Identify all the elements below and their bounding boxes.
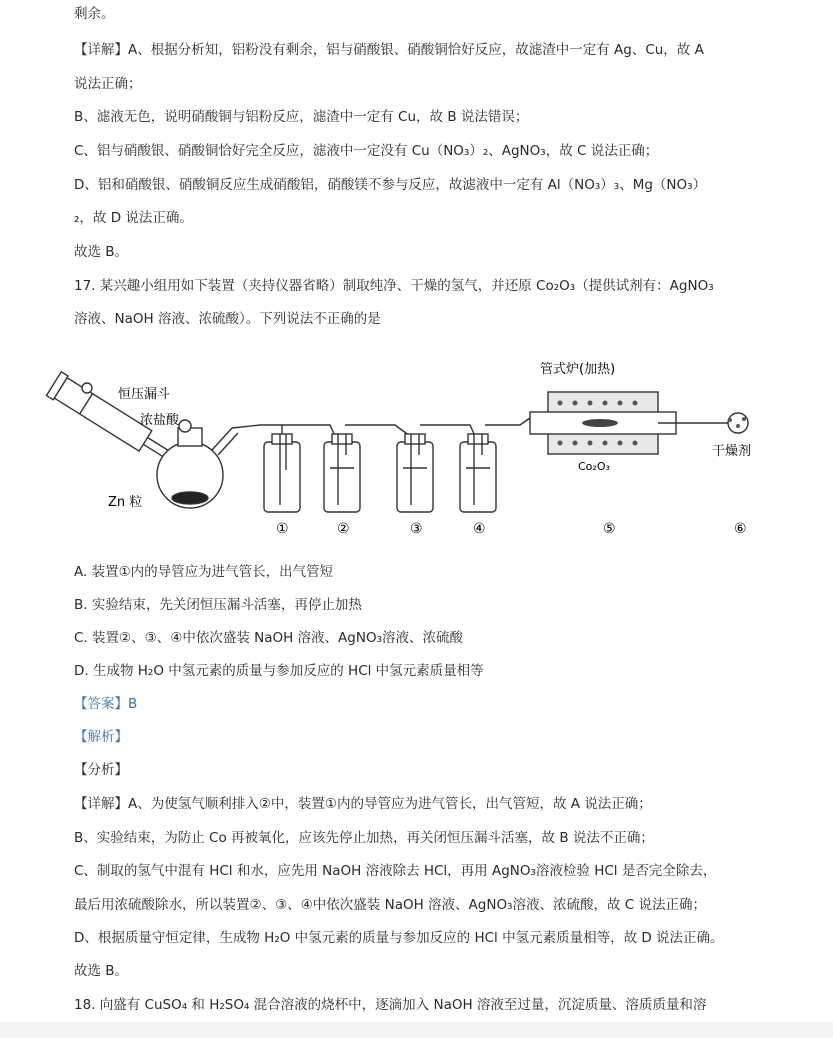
text-line: 【详解】A、根据分析知，铝粉没有剩余，铝与硝酸银、硝酸铜恰好反应，故滤渣中一定有 Ag、Cu，故 A <box>74 42 704 58</box>
oxide-sample <box>582 419 618 427</box>
question-17-stem: 17. 某兴趣小组用如下装置（夹持仪器省略）制取纯净、干燥的氢气，并还原 Co₂O₃（提供试剂有：AgNO₃ <box>74 278 714 294</box>
apparatus-number: ⑥ <box>734 521 747 537</box>
furnace-label: 管式炉(加热) <box>540 362 616 377</box>
text-line: ₂，故 D 说法正确。 <box>74 210 193 226</box>
text-line: 剩余。 <box>74 6 115 22</box>
option-a: A. 装置①内的导管应为进气管长，出气管短 <box>74 564 334 580</box>
oxide-label: Co₂O₃ <box>578 460 610 473</box>
question-18-stem: 18. 向盛有 CuSO₄ 和 H₂SO₄ 混合溶液的烧杯中，逐滴加入 NaOH 溶液至过量，沉淀质量、溶质质量和溶 <box>74 997 707 1013</box>
zinc-label: Zn 粒 <box>108 495 143 510</box>
text-line: C、制取的氢气中混有 HCl 和水，应先用 NaOH 溶液除去 HCl，再用 AgNO₃溶液检验 HCl 是否完全除去， <box>74 863 717 879</box>
bottle-3 <box>397 434 433 512</box>
text-line: 说法正确； <box>74 76 142 92</box>
funnel-label: 恒压漏斗 <box>118 387 171 402</box>
text-line: D、铝和硝酸银、硝酸铜反应生成硝酸铝，硝酸镁不参与反应，故滤液中一定有 Al（NO₃）₃、Mg（NO₃） <box>74 177 707 193</box>
text-line: 故选 B。 <box>74 963 129 979</box>
question-17-stem: 溶液、NaOH 溶液、浓硫酸）。下列说法不正确的是 <box>74 311 381 327</box>
option-d: D. 生成物 H₂O 中氢元素的质量与参加反应的 HCl 中氢元素质量相等 <box>74 663 484 679</box>
option-c: C. 装置②、③、④中依次盛装 NaOH 溶液、AgNO₃溶液、浓硫酸 <box>74 630 463 646</box>
apparatus-number: ⑤ <box>603 521 616 537</box>
text-line: B、滤液无色，说明硝酸铜与铝粉反应，滤渣中一定有 Cu，故 B 说法错误； <box>74 109 529 125</box>
option-b: B. 实验结束，先关闭恒压漏斗活塞，再停止加热 <box>74 597 362 613</box>
text-line: 【详解】A、为使氢气顺利排入②中，装置①内的导管应为进气管长，出气管短，故 A 说法正确； <box>74 796 652 812</box>
text-line: C、铝与硝酸银、硝酸铜恰好完全反应，滤液中一定没有 Cu（NO₃）₂、AgNO₃，故 C 说法正确； <box>74 143 659 159</box>
bottle-4 <box>460 434 496 512</box>
text-line: 故选 B。 <box>74 244 129 260</box>
apparatus-number: ④ <box>473 521 486 537</box>
apparatus-number: ③ <box>410 521 423 537</box>
acid-label: 浓盐酸 <box>140 413 180 428</box>
text-line: D、根据质量守恒定律，生成物 H₂O 中氢元素的质量与参加反应的 HCl 中氢元素质量相等，故 D 说法正确。 <box>74 930 724 946</box>
page-footer-bar <box>0 1022 833 1038</box>
answer-heading: 【答案】B <box>74 696 138 712</box>
fenxi-heading: 【分析】 <box>74 762 128 778</box>
desiccant-label: 干燥剂 <box>712 444 752 459</box>
text-line: B、实验结束，为防止 Co 再被氧化，应该先停止加热，再关闭恒压漏斗活塞，故 B 说法不正确； <box>74 830 654 846</box>
bottle-1 <box>264 434 300 512</box>
text-line: 最后用浓硫酸除水，所以装置②、③、④中依次盛装 NaOH 溶液、AgNO₃溶液、浓硫酸，故 C 说法正确； <box>74 897 706 913</box>
analysis-heading: 【解析】 <box>74 729 128 745</box>
apparatus-number: ① <box>276 521 289 537</box>
bottle-2 <box>324 434 360 512</box>
apparatus-number: ② <box>337 521 350 537</box>
